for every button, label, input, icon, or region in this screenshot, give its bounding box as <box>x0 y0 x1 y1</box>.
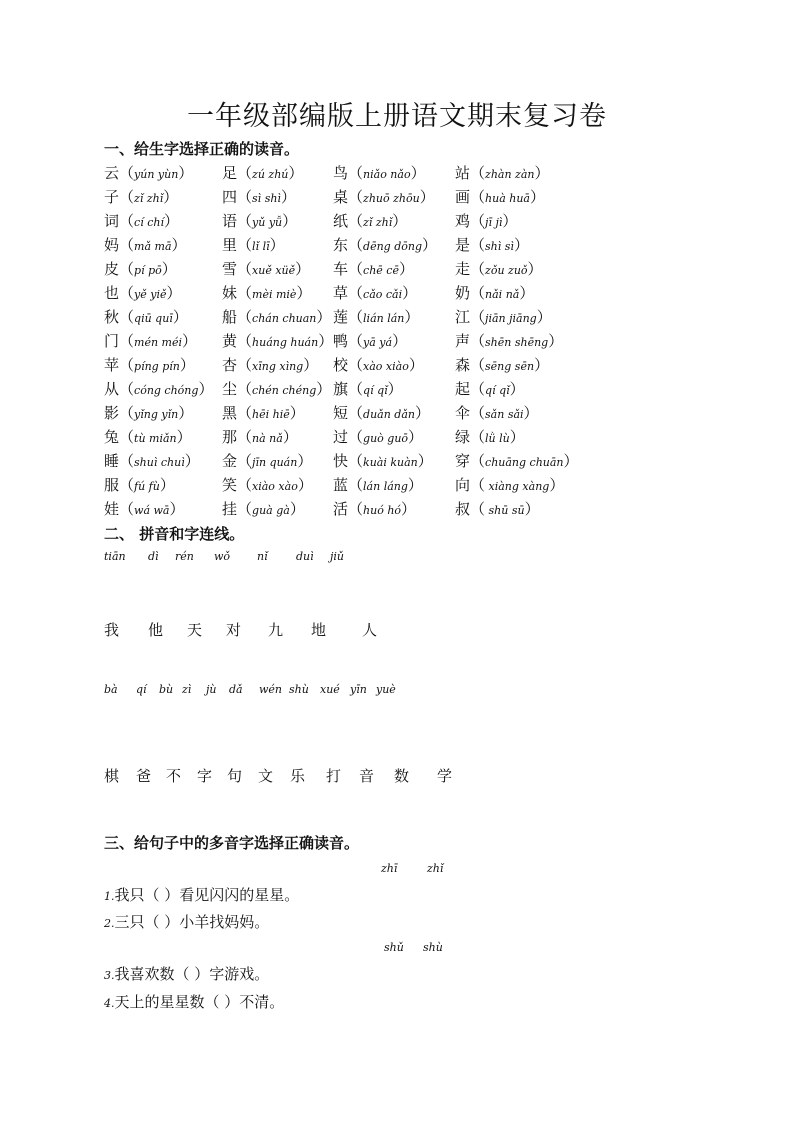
hanzi-char: 活 <box>333 500 349 518</box>
pronunciation-item: 黄（huáng huán） <box>222 332 334 350</box>
pinyin-options: kuài kuàn <box>363 456 418 469</box>
pinyin-options: lǐ lī <box>252 240 270 253</box>
pinyin-options: qí qǐ <box>485 384 510 397</box>
pronunciation-item: 短（duǎn dǎn） <box>333 404 430 422</box>
hanzi-char: 莲 <box>333 308 349 326</box>
match-pinyin[interactable]: nǐ <box>257 550 268 563</box>
pronunciation-item: 语（yǔ yǚ） <box>222 212 298 230</box>
pinyin-options: jīn quán <box>252 456 298 469</box>
hanzi-char: 雪 <box>222 260 238 278</box>
hanzi-char: 画 <box>455 188 471 206</box>
pronunciation-item: 站（zhàn zàn） <box>455 164 550 182</box>
pronunciation-item: 门（mén méi） <box>104 332 198 350</box>
hanzi-char: 声 <box>455 332 471 350</box>
sentence-item: 3.我喜欢数（ ）字游戏。 <box>104 965 270 983</box>
sentence-text: 天上的星星数（ ）不清。 <box>114 993 285 1011</box>
hanzi-char: 车 <box>333 260 349 278</box>
hanzi-char: 向 <box>455 476 471 494</box>
pronunciation-item: 快（kuài kuàn） <box>333 452 433 470</box>
pinyin-options: zhàn zàn <box>485 168 535 181</box>
hanzi-char: 蓝 <box>333 476 349 494</box>
hanzi-char: 旗 <box>333 380 349 398</box>
hanzi-char: 叔 <box>455 500 471 518</box>
pronunciation-item: 四（sì shì） <box>222 188 296 206</box>
pinyin-options: guà gà <box>252 504 290 517</box>
hanzi-char: 绿 <box>455 428 471 446</box>
pinyin-options: zǒu zuǒ <box>485 264 528 277</box>
match-char[interactable]: 不 <box>166 767 182 785</box>
sentence-item: 1.我只（ ）看见闪闪的星星。 <box>104 886 300 904</box>
pronunciation-item: 足（zú zhú） <box>222 164 304 182</box>
hanzi-char: 伞 <box>455 404 471 422</box>
match-char[interactable]: 爸 <box>136 767 152 785</box>
pronunciation-item: 绿（lǜ lù） <box>455 428 525 446</box>
pinyin-options: duǎn dǎn <box>363 408 415 421</box>
pronunciation-item: 子（zǐ zhǐ） <box>104 188 179 206</box>
pinyin-options: huà huā <box>485 192 530 205</box>
pinyin-options: dēng dōng <box>363 240 422 253</box>
pinyin-options: chē cē <box>363 264 399 277</box>
pinyin-options: píng pín <box>134 360 180 373</box>
pinyin-options: zú zhú <box>252 168 289 181</box>
hanzi-char: 鸟 <box>333 164 349 182</box>
hanzi-char: 是 <box>455 236 471 254</box>
pinyin-options: shì sì <box>485 240 514 253</box>
hanzi-char: 校 <box>333 356 349 374</box>
pronunciation-item: 江（jiān jiāng） <box>455 308 552 326</box>
match-pinyin[interactable]: rén <box>175 550 194 563</box>
hanzi-char: 足 <box>222 164 238 182</box>
match-char[interactable]: 学 <box>437 767 453 785</box>
pronunciation-item: 校（xào xiào） <box>333 356 424 374</box>
pronunciation-item: 森（sēng sēn） <box>455 356 550 374</box>
pinyin-options: yǐng yǐn <box>134 408 179 421</box>
pronunciation-item: 活（huó hó） <box>333 500 417 518</box>
pronunciation-item: 尘（chén chéng） <box>222 380 332 398</box>
pronunciation-item: 画（huà huā） <box>455 188 545 206</box>
reading-option: zhī <box>381 862 398 875</box>
hanzi-char: 子 <box>104 188 120 206</box>
match-char[interactable]: 数 <box>394 767 410 785</box>
pronunciation-item: 车（chē cē） <box>333 260 414 278</box>
hanzi-char: 金 <box>222 452 238 470</box>
match-char[interactable]: 他 <box>148 621 164 639</box>
pronunciation-item: 杏（xīng xìng） <box>222 356 319 374</box>
match-pinyin[interactable]: bà <box>104 683 118 696</box>
sentence-text: 三只（ ）小羊找妈妈。 <box>114 913 270 931</box>
match-pinyin[interactable]: shù <box>289 683 309 696</box>
pronunciation-item: 东（dēng dōng） <box>333 236 438 254</box>
pronunciation-item: 雪（xuě xüě） <box>222 260 311 278</box>
hanzi-char: 船 <box>222 308 238 326</box>
pronunciation-item: 莲（lián lán） <box>333 308 420 326</box>
pinyin-options: hēi hiē <box>252 408 290 421</box>
pinyin-options: yā yá <box>363 336 393 349</box>
pronunciation-item: 伞（sǎn sǎi） <box>455 404 539 422</box>
hanzi-char: 鸭 <box>333 332 349 350</box>
hanzi-char: 过 <box>333 428 349 446</box>
pronunciation-item: 桌（zhuō zhōu） <box>333 188 435 206</box>
pinyin-options: shēn shēng <box>485 336 549 349</box>
hanzi-char: 那 <box>222 428 238 446</box>
hanzi-char: 皮 <box>104 260 120 278</box>
pronunciation-item: 船（chán chuan） <box>222 308 332 326</box>
pronunciation-item: 影（yǐng yǐn） <box>104 404 194 422</box>
pinyin-options: lián lán <box>363 312 405 325</box>
match-char[interactable]: 文 <box>258 767 274 785</box>
pinyin-options: chén chéng <box>252 384 317 397</box>
hanzi-char: 词 <box>104 212 120 230</box>
hanzi-char: 妈 <box>104 236 120 254</box>
match-pinyin[interactable]: tiān <box>104 550 126 563</box>
hanzi-char: 语 <box>222 212 238 230</box>
pinyin-options: tù miǎn <box>134 432 177 445</box>
match-pinyin[interactable]: jù <box>206 683 217 696</box>
match-pinyin[interactable]: wén <box>259 683 283 696</box>
sentence-item: 4.天上的星星数（ ）不清。 <box>104 993 285 1011</box>
pronunciation-item: 妈（mǎ mā） <box>104 236 187 254</box>
pinyin-options: mǎ mā <box>134 240 172 253</box>
match-pinyin[interactable]: qí <box>136 683 147 696</box>
match-char[interactable]: 天 <box>187 621 203 639</box>
reading-option: shù <box>423 941 443 954</box>
section3-heading: 三、给句子中的多音字选择正确读音。 <box>104 834 360 852</box>
sentence-text: 我只（ ）看见闪闪的星星。 <box>114 886 300 904</box>
pinyin-options: xiàng xàng <box>485 480 550 493</box>
pinyin-options: cǎo cǎi <box>363 288 403 301</box>
match-pinyin[interactable]: xué <box>320 683 340 696</box>
hanzi-char: 快 <box>333 452 349 470</box>
sentence-text: 我喜欢数（ ）字游戏。 <box>114 965 270 983</box>
pronunciation-item: 皮（pí pō） <box>104 260 177 278</box>
hanzi-char: 草 <box>333 284 349 302</box>
match-char[interactable]: 棋 <box>104 767 120 785</box>
match-pinyin[interactable]: yuè <box>376 683 396 696</box>
pronunciation-item: 笑（xiào xào） <box>222 476 313 494</box>
pinyin-options: chuāng chuān <box>485 456 564 469</box>
pronunciation-item: 里（lǐ lī） <box>222 236 285 254</box>
pinyin-options: nǎi nǎ <box>485 288 520 301</box>
hanzi-char: 妹 <box>222 284 238 302</box>
match-char[interactable]: 打 <box>326 767 342 785</box>
pronunciation-item: 走（zǒu zuǒ） <box>455 260 543 278</box>
hanzi-char: 短 <box>333 404 349 422</box>
hanzi-char: 里 <box>222 236 238 254</box>
pinyin-options: yún yùn <box>134 168 179 181</box>
hanzi-char: 森 <box>455 356 471 374</box>
hanzi-char: 纸 <box>333 212 349 230</box>
match-char[interactable]: 九 <box>268 621 284 639</box>
hanzi-char: 也 <box>104 284 120 302</box>
pinyin-options: mén méi <box>134 336 183 349</box>
page-title: 一年级部编版上册语文期末复习卷 <box>187 101 607 132</box>
pronunciation-item: 妹（mèi miè） <box>222 284 312 302</box>
match-pinyin[interactable]: bù <box>159 683 174 696</box>
pinyin-options: huáng huán <box>252 336 319 349</box>
pronunciation-item: 鸭（yā yá） <box>333 332 408 350</box>
pronunciation-item: 词（cí chí） <box>104 212 179 230</box>
hanzi-char: 起 <box>455 380 471 398</box>
pinyin-options: sì shì <box>252 192 281 205</box>
pinyin-options: fú fù <box>134 480 160 493</box>
match-pinyin[interactable]: dì <box>148 550 159 563</box>
pronunciation-item: 秋（qiū quī） <box>104 308 188 326</box>
match-pinyin[interactable]: dǎ <box>229 683 243 696</box>
pinyin-options: shū sū <box>485 504 525 517</box>
pronunciation-item: 也（yě yiě） <box>104 284 182 302</box>
section1-heading: 一、给生字选择正确的读音。 <box>104 140 300 158</box>
hanzi-char: 秋 <box>104 308 120 326</box>
pronunciation-item: 那（nà nǎ） <box>222 428 298 446</box>
pronunciation-item: 睡（shuì chuì） <box>104 452 200 470</box>
pronunciation-item: 是（shì sì） <box>455 236 529 254</box>
pinyin-options: zǐ zhǐ <box>363 216 393 229</box>
pinyin-options: jī jì <box>485 216 503 229</box>
hanzi-char: 影 <box>104 404 120 422</box>
match-pinyin[interactable]: jiǔ <box>330 550 345 563</box>
pinyin-options: lǜ lù <box>485 432 510 445</box>
pinyin-options: yě yiě <box>134 288 167 301</box>
hanzi-char: 睡 <box>104 452 120 470</box>
pronunciation-item: 起（qí qǐ） <box>455 380 525 398</box>
sentence-item: 2.三只（ ）小羊找妈妈。 <box>104 913 270 931</box>
match-char[interactable]: 对 <box>226 621 242 639</box>
match-char[interactable]: 人 <box>362 621 378 639</box>
match-char[interactable]: 句 <box>227 767 243 785</box>
pinyin-options: niǎo nǎo <box>363 168 411 181</box>
pronunciation-item: 过（guò guō） <box>333 428 424 446</box>
match-pinyin[interactable]: yīn <box>350 683 367 696</box>
hanzi-char: 江 <box>455 308 471 326</box>
pinyin-options: xiào xào <box>252 480 298 493</box>
pronunciation-item: 向（ xiàng xàng） <box>455 476 565 494</box>
pronunciation-item: 金（jīn quán） <box>222 452 313 470</box>
pinyin-options: sǎn sǎi <box>485 408 524 421</box>
pronunciation-item: 兔（tù miǎn） <box>104 428 192 446</box>
pinyin-options: xào xiào <box>363 360 409 373</box>
hanzi-char: 云 <box>104 164 120 182</box>
pronunciation-item: 鸟（niǎo nǎo） <box>333 164 426 182</box>
pronunciation-item: 黑（hēi hiē） <box>222 404 305 422</box>
pinyin-options: nà nǎ <box>252 432 283 445</box>
pinyin-options: guò guō <box>363 432 409 445</box>
hanzi-char: 走 <box>455 260 471 278</box>
hanzi-char: 站 <box>455 164 471 182</box>
pinyin-options: shuì chuì <box>134 456 185 469</box>
pronunciation-item: 从（cóng chóng） <box>104 380 214 398</box>
pronunciation-item: 鸡（jī jì） <box>455 212 518 230</box>
hanzi-char: 桌 <box>333 188 349 206</box>
hanzi-char: 黄 <box>222 332 238 350</box>
pinyin-options: yǔ yǚ <box>252 216 283 229</box>
hanzi-char: 东 <box>333 236 349 254</box>
pronunciation-item: 奶（nǎi nǎ） <box>455 284 535 302</box>
pronunciation-item: 挂（guà gà） <box>222 500 305 518</box>
match-char[interactable]: 字 <box>197 767 213 785</box>
match-pinyin[interactable]: wǒ <box>214 550 231 563</box>
pinyin-options: chán chuan <box>252 312 317 325</box>
match-pinyin[interactable]: zì <box>182 683 192 696</box>
pinyin-options: lán láng <box>363 480 408 493</box>
pinyin-options: jiān jiāng <box>485 312 537 325</box>
hanzi-char: 门 <box>104 332 120 350</box>
pronunciation-item: 旗（qí qǐ） <box>333 380 403 398</box>
hanzi-char: 挂 <box>222 500 238 518</box>
pinyin-options: sēng sēn <box>485 360 535 373</box>
pronunciation-item: 苹（píng pín） <box>104 356 195 374</box>
reading-option: shǔ <box>384 941 404 954</box>
pinyin-options: qiū quī <box>134 312 173 325</box>
hanzi-char: 穿 <box>455 452 471 470</box>
pronunciation-item: 云（yún yùn） <box>104 164 194 182</box>
hanzi-char: 奶 <box>455 284 471 302</box>
hanzi-char: 娃 <box>104 500 120 518</box>
hanzi-char: 笑 <box>222 476 238 494</box>
pronunciation-item: 娃（wá wā） <box>104 500 185 518</box>
pronunciation-item: 叔（ shū sū） <box>455 500 540 518</box>
section2-heading: 二、 拼音和字连线。 <box>104 525 245 543</box>
pronunciation-item: 草（cǎo cǎi） <box>333 284 418 302</box>
hanzi-char: 尘 <box>222 380 238 398</box>
hanzi-char: 从 <box>104 380 120 398</box>
pinyin-options: pí pō <box>134 264 162 277</box>
pronunciation-item: 声（shēn shēng） <box>455 332 564 350</box>
pinyin-options: zǐ zhǐ <box>134 192 164 205</box>
hanzi-char: 鸡 <box>455 212 471 230</box>
pinyin-options: qí qǐ <box>363 384 388 397</box>
pinyin-options: mèi miè <box>252 288 297 301</box>
hanzi-char: 四 <box>222 188 238 206</box>
reading-option: zhǐ <box>427 862 444 875</box>
hanzi-char: 服 <box>104 476 120 494</box>
match-pinyin[interactable]: duì <box>296 550 314 563</box>
match-char[interactable]: 地 <box>311 621 327 639</box>
pinyin-options: cóng chóng <box>134 384 199 397</box>
pinyin-options: wá wā <box>134 504 170 517</box>
pinyin-options: zhuō zhōu <box>363 192 420 205</box>
hanzi-char: 兔 <box>104 428 120 446</box>
hanzi-char: 苹 <box>104 356 120 374</box>
match-char[interactable]: 音 <box>359 767 375 785</box>
pronunciation-item: 穿（chuāng chuān） <box>455 452 579 470</box>
match-char[interactable]: 我 <box>104 621 120 639</box>
pinyin-options: xīng xìng <box>252 360 304 373</box>
pronunciation-item: 服（fú fù） <box>104 476 175 494</box>
pronunciation-item: 蓝（lán láng） <box>333 476 423 494</box>
hanzi-char: 杏 <box>222 356 238 374</box>
pinyin-options: cí chí <box>134 216 164 229</box>
pinyin-options: huó hó <box>363 504 402 517</box>
hanzi-char: 黑 <box>222 404 238 422</box>
match-char[interactable]: 乐 <box>290 767 306 785</box>
pronunciation-item: 纸（zǐ zhǐ） <box>333 212 408 230</box>
pinyin-options: xuě xüě <box>252 264 296 277</box>
